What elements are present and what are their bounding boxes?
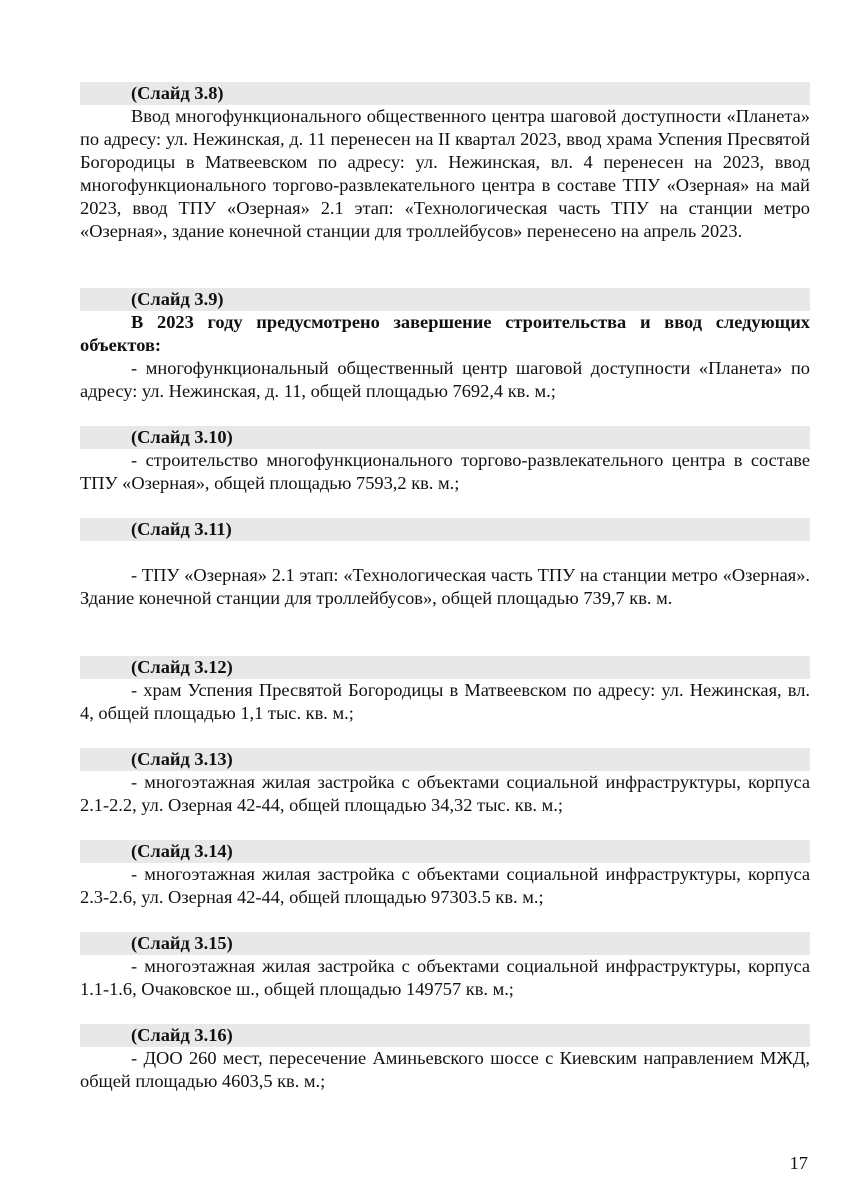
paragraph: - многоэтажная жилая застройка с объектами социальной инфраструктуры, корпуса 2.1-2.2, ул. Озерная 42-44, общей площадью 34,32 тыс. кв. м.; bbox=[80, 772, 810, 815]
slide-heading: (Слайд 3.9) bbox=[80, 288, 810, 311]
paragraph: Ввод многофункционального общественного центра шаговой доступности «Планета» по адресу: ул. Нежинская, д. 11 перенесен на II квартал 2023, ввод храма Успения Пресвятой Богородицы в Матвеевском по адресу: ул. Нежинская, вл. 4 перенесен на 2023, ввод многофункционального торгово-развлекательного центра в составе ТПУ «Озерная» на май 2023, ввод ТПУ «Озерная» 2.1 этап: «Технологическая часть ТПУ на станции метро «Озерная», здание конечной станции для троллейбусов» перенесено на апрель 2023. bbox=[80, 106, 810, 241]
paragraph: - ТПУ «Озерная» 2.1 этап: «Технологическая часть ТПУ на станции метро «Озерная». Здание конечной станции для троллейбусов», общей площадью 739,7 кв. м. bbox=[80, 565, 810, 608]
slide-heading: (Слайд 3.15) bbox=[80, 932, 810, 955]
paragraph: - многоэтажная жилая застройка с объектами социальной инфраструктуры, корпуса 1.1-1.6, Очаковское ш., общей площадью 149757 кв. м.; bbox=[80, 956, 810, 999]
paragraph: - строительство многофункционального торгово-развлекательного центра в составе ТПУ «Озерная», общей площадью 7593,2 кв. м.; bbox=[80, 450, 810, 493]
slide-section-3-16 bbox=[80, 1024, 810, 1093]
slide-heading: (Слайд 3.12) bbox=[80, 656, 810, 679]
slide-heading: (Слайд 3.14) bbox=[80, 840, 810, 863]
slide-section-3-12 bbox=[80, 656, 810, 725]
slide-heading: (Слайд 3.16) bbox=[80, 1024, 810, 1047]
slide-section-3-13 bbox=[80, 748, 810, 817]
slide-section-3-10 bbox=[80, 426, 810, 495]
slide-heading: (Слайд 3.11) bbox=[80, 518, 810, 541]
slide-section-3-15 bbox=[80, 932, 810, 1001]
page-number: 17 bbox=[789, 1153, 808, 1173]
paragraph: - многофункциональный общественный центр шаговой доступности «Планета» по адресу: ул. Нежинская, д. 11, общей площадью 7692,4 кв. м.; bbox=[80, 358, 810, 401]
slide-section-3-9 bbox=[80, 288, 810, 403]
paragraph: - ДОО 260 мест, пересечение Аминьевского шоссе с Киевским направлением МЖД, общей площадью 4603,5 кв. м.; bbox=[80, 1048, 810, 1091]
bold-paragraph: В 2023 году предусмотрено завершение строительства и ввод следующих объектов: bbox=[80, 312, 810, 355]
slide-section-3-11 bbox=[80, 518, 810, 610]
slide-heading: (Слайд 3.13) bbox=[80, 748, 810, 771]
slide-heading: (Слайд 3.8) bbox=[80, 82, 810, 105]
paragraph: - храм Успения Пресвятой Богородицы в Матвеевском по адресу: ул. Нежинская, вл. 4, общей площадью 1,1 тыс. кв. м.; bbox=[80, 680, 810, 723]
slide-section-3-8 bbox=[80, 82, 810, 243]
slide-section-3-14 bbox=[80, 840, 810, 909]
paragraph: - многоэтажная жилая застройка с объектами социальной инфраструктуры, корпуса 2.3-2.6, ул. Озерная 42-44, общей площадью 97303.5 кв. м.; bbox=[80, 864, 810, 907]
slide-heading: (Слайд 3.10) bbox=[80, 426, 810, 449]
